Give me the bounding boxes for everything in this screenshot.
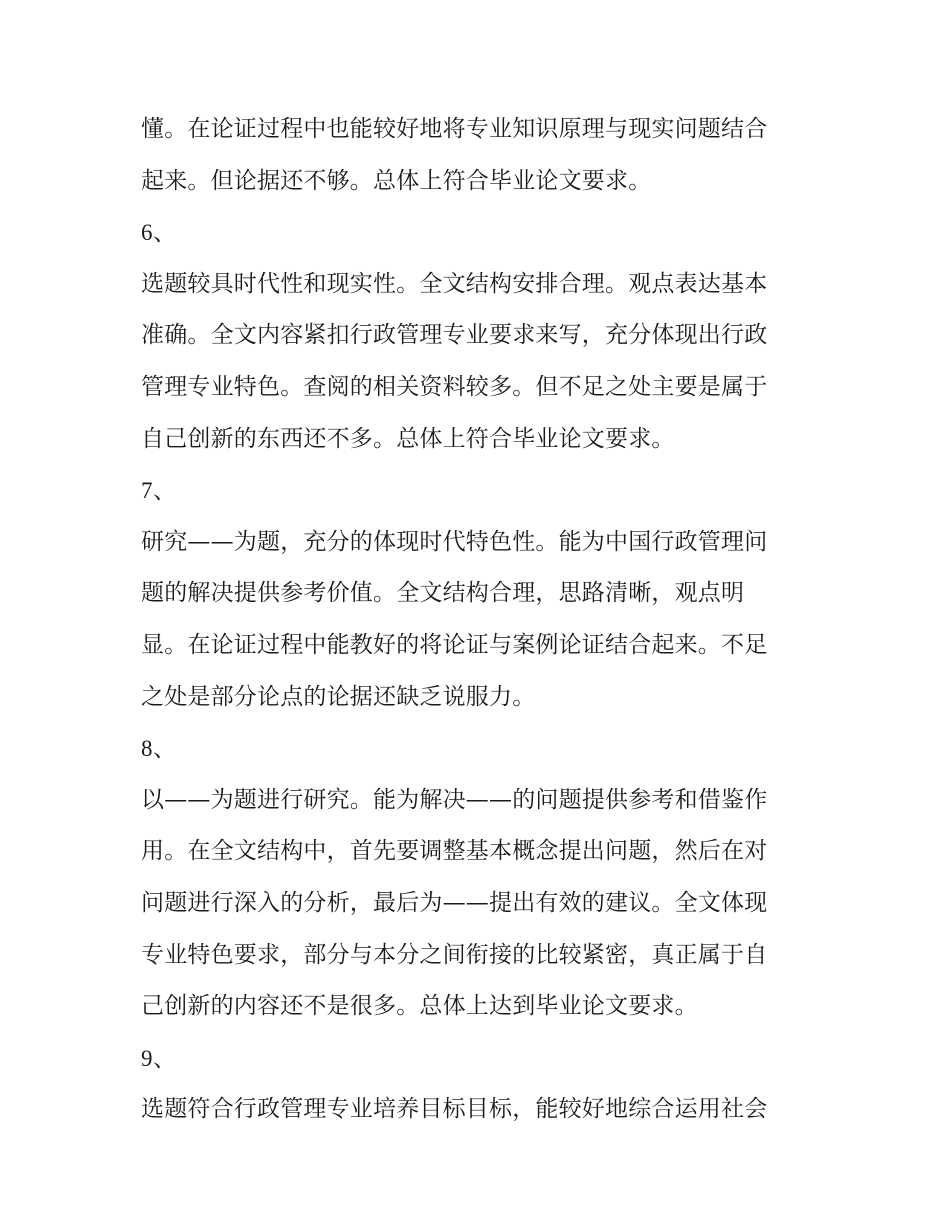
comment-6 [141, 259, 813, 465]
comment-9 [141, 1084, 813, 1136]
text-line: 自己创新的东西还不多。总体上符合毕业论文要求。 [141, 425, 675, 452]
item-number-9: 9、 [141, 1045, 177, 1071]
comment-5-continuation [141, 104, 813, 207]
text-line: 用。在全文结构中，首先要调整基本概念提出问题，然后在对 [141, 838, 768, 865]
text-line: 懂。在论证过程中也能较好地将专业知识原理与现实问题结合 [141, 116, 768, 142]
text-line: 以——为题进行研究。能为解决——的问题提供参考和借鉴作 [141, 786, 768, 813]
text-line: 显。在论证过程中能教好的将论证与案例论证结合起来。不足 [141, 631, 768, 658]
text-line: 管理专业特色。查阅的相关资料较多。但不足之处主要是属于 [141, 373, 768, 400]
item-number-7: 7、 [141, 478, 177, 504]
text-line: 选题较具时代性和现实性。全文结构安排合理。观点表达基本 [141, 270, 768, 297]
text-line: 选题符合行政管理专业培养目标目标，能较好地综合运用社会 [141, 1096, 768, 1123]
comment-7 [141, 517, 813, 723]
comment-8 [141, 775, 813, 1033]
text-line: 准确。全文内容紧扣行政管理专业要求来写，充分体现出行政 [141, 322, 768, 349]
item-number-6: 6、 [141, 220, 177, 246]
text-line: 己创新的内容还不是很多。总体上达到毕业论文要求。 [141, 993, 698, 1020]
text-line: 起来。但论据还不够。总体上符合毕业论文要求。 [141, 167, 652, 194]
text-line: 问题进行深入的分析，最后为——提出有效的建议。全文体现 [141, 889, 768, 916]
text-line: 研究——为题，充分的体现时代特色性。能为中国行政管理问 [141, 528, 768, 555]
text-line: 专业特色要求，部分与本分之间衔接的比较紧密，真正属于自 [141, 941, 768, 968]
item-number-8: 8、 [141, 736, 177, 762]
text-line: 题的解决提供参考价值。全文结构合理，思路清晰，观点明 [141, 580, 745, 607]
document-body [141, 104, 813, 1136]
text-line: 之处是部分论点的论据还缺乏说服力。 [141, 683, 536, 710]
